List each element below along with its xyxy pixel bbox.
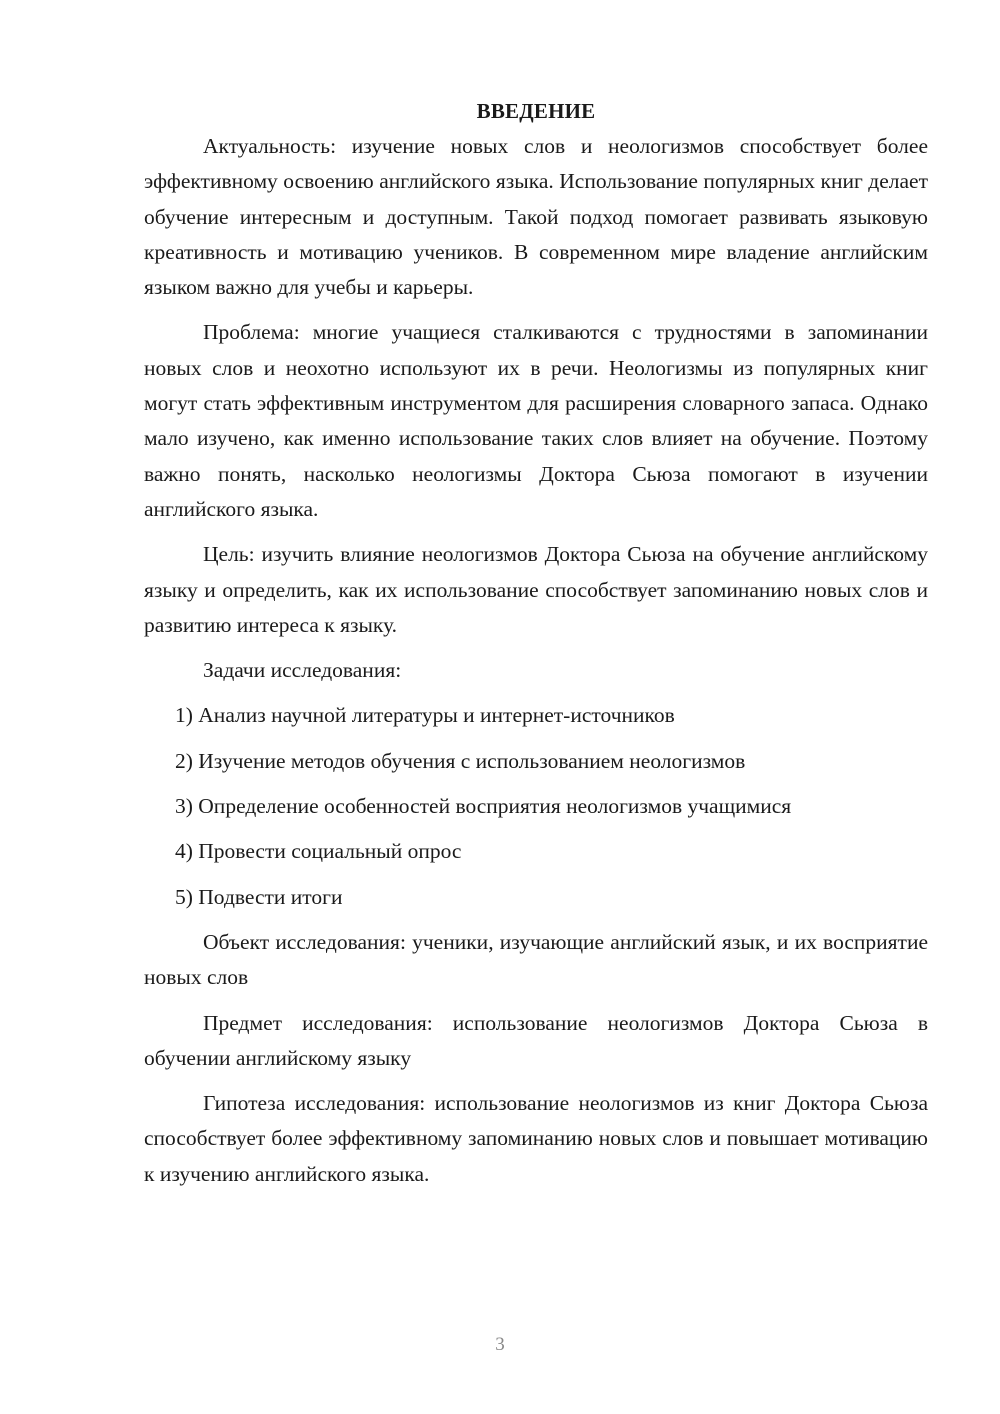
section-heading: ВВЕДЕНИЕ <box>476 99 596 123</box>
list-item: 4) Провести социальный опрос <box>175 839 462 864</box>
page-number: 3 <box>495 1334 505 1355</box>
relevance-paragraph: Актуальность: изучение новых слов и неологизмов способствует более эффективному освоению английского языка. Использование популярных книг делает обучение интересным и доступным. Такой подход помогает развивать языковую креативность и мотивацию учеников. В современном мире владение английским языком важно для учебы и карьеры. <box>144 134 928 300</box>
list-item: 1) Анализ научной литературы и интернет-источников <box>175 703 675 728</box>
object-paragraph: Объект исследования: ученики, изучающие английский язык, и их восприятие новых слов <box>144 929 928 990</box>
page-content <box>144 94 928 1192</box>
tasks-title: Задачи исследования: <box>203 658 402 683</box>
subject-paragraph: Предмет исследования: использование неологизмов Доктора Сьюза в обучении английскому языку <box>144 1010 928 1070</box>
tasks-list <box>144 698 928 914</box>
hypothesis-paragraph: Гипотеза исследования: использование неологизмов из книг Доктора Сьюза способствует более эффективному запоминанию новых слов и повышает мотивацию к изучению английского языка. <box>144 1091 928 1186</box>
goal-paragraph: Цель: изучить влияние неологизмов Доктора Сьюза на обучение английскому языку и определить, как их использование способствует запоминанию новых слов и развитию интереса к языку. <box>144 542 928 637</box>
problem-paragraph: Проблема: многие учащиеся сталкиваются с трудностями в запоминании новых слов и неохотно используют их в речи. Неологизмы из популярных книг могут стать эффективным инструментом для расширения словарного запаса. Однако мало изучено, как именно использование таких слов влияет на обучение. Поэтому важно понять, насколько неологизмы Доктора Сьюза помогают в изучении английского языка. <box>144 320 928 521</box>
list-item: 2) Изучение методов обучения с использованием неологизмов <box>175 748 746 773</box>
list-item: 5) Подвести итоги <box>175 884 343 909</box>
list-item: 3) Определение особенностей восприятия неологизмов учащимися <box>175 794 792 819</box>
